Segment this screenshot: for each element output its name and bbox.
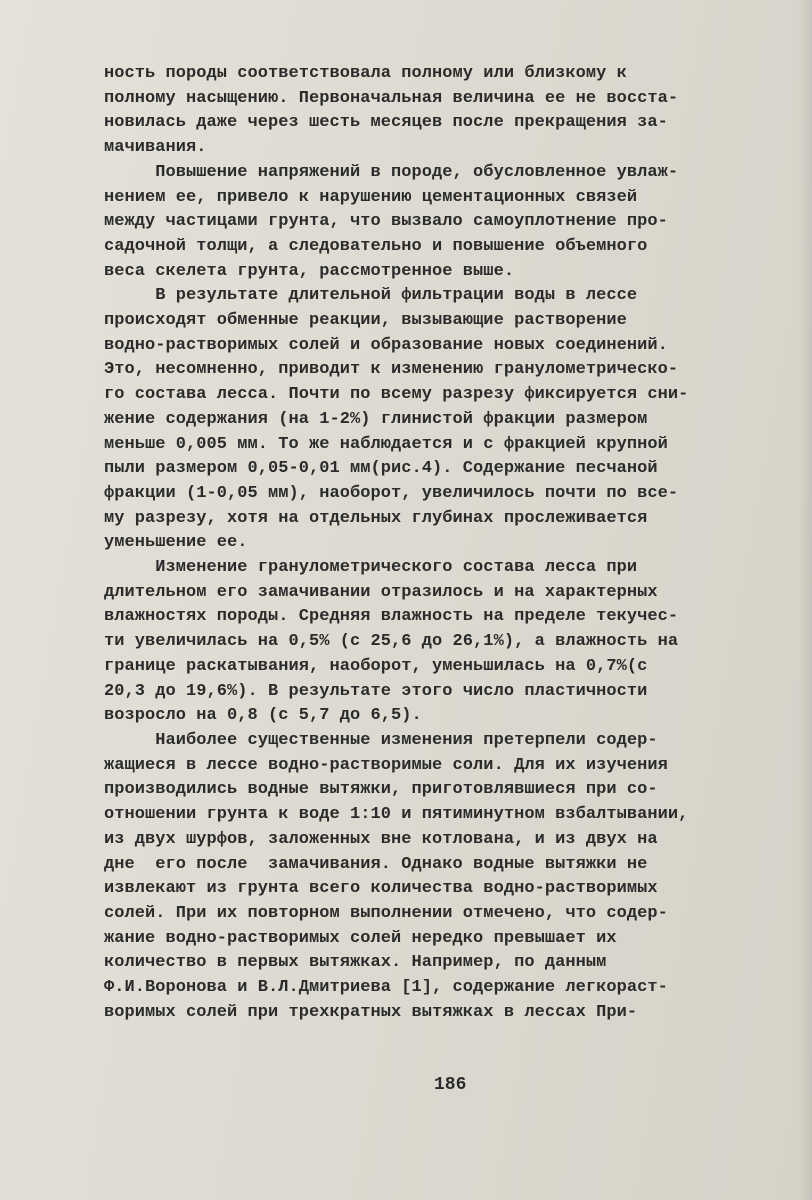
text-line: дне его после замачивания. Однако водные вытяжки не bbox=[104, 854, 648, 874]
text-line: полному насыщению. Первоначальная величина ее не восста- bbox=[104, 88, 679, 108]
text-line: Наиболее существенные изменения претерпели содер- bbox=[104, 730, 658, 750]
text-line: уменьшение ее. bbox=[104, 533, 248, 553]
text-line: водно-растворимых солей и образование новых соединений. bbox=[104, 335, 668, 355]
text-line: садочной толщи, а следовательно и повышение объемного bbox=[104, 236, 648, 256]
text-line: ность породы соответствовала полному или близкому к bbox=[104, 64, 627, 83]
text-line: нением ее, привело к нарушению цементационных связей bbox=[104, 187, 638, 207]
text-line: пыли размером 0,05-0,01 мм(рис.4). Содержание песчаной bbox=[104, 459, 658, 479]
text-line: жение содержания (на 1-2%) глинистой фракции размером bbox=[104, 409, 648, 429]
page-number: 186 bbox=[434, 1075, 467, 1095]
page-edge-shadow bbox=[798, 0, 812, 1200]
text-line: мачивания. bbox=[104, 138, 207, 158]
text-line: ти увеличилась на 0,5% (с 25,6 до 26,1%), а влажность на bbox=[104, 632, 679, 652]
text-line: возросло на 0,8 (с 5,7 до 6,5). bbox=[104, 706, 422, 726]
text-line: Изменение гранулометрического состава лесса при bbox=[104, 558, 638, 578]
text-line: Ф.И.Воронова и В.Л.Дмитриева [1], содержание легкораст- bbox=[104, 978, 668, 998]
text-line: Это, несомненно, приводит к изменению гранулометрическо- bbox=[104, 360, 679, 380]
text-line: между частицами грунта, что вызвало самоуплотнение про- bbox=[104, 212, 668, 232]
text-line: го состава лесса. Почти по всему разрезу фиксируется сни- bbox=[104, 385, 689, 405]
text-line: производились водные вытяжки, приготовлявшиеся при со- bbox=[104, 780, 658, 800]
text-line: фракции (1-0,05 мм), наоборот, увеличилось почти по все- bbox=[104, 483, 679, 503]
text-line: новилась даже через шесть месяцев после прекращения за- bbox=[104, 113, 668, 133]
text-line: веса скелета грунта, рассмотренное выше. bbox=[104, 261, 515, 281]
text-line: границе раскатывания, наоборот, уменьшилась на 0,7%(с bbox=[104, 656, 648, 676]
text-line: му разрезу, хотя на отдельных глубинах прослеживается bbox=[104, 508, 648, 528]
text-line: 20,3 до 19,6%). В результате этого число пластичности bbox=[104, 681, 648, 701]
text-line: Повышение напряжений в породе, обусловленное увлаж- bbox=[104, 162, 679, 182]
text-line: длительном его замачивании отразилось и на характерных bbox=[104, 582, 658, 602]
text-line: происходят обменные реакции, вызывающие растворение bbox=[104, 311, 627, 331]
text-line: влажностях породы. Средняя влажность на пределе текучес- bbox=[104, 607, 679, 627]
text-line: извлекают из грунта всего количества водно-растворимых bbox=[104, 879, 658, 899]
text-line: солей. При их повторном выполнении отмечено, что содер- bbox=[104, 903, 668, 923]
text-line: количество в первых вытяжках. Например, по данным bbox=[104, 953, 607, 973]
text-line: меньше 0,005 мм. То же наблюдается и с фракцией крупной bbox=[104, 434, 668, 454]
text-line: воримых солей при трехкратных вытяжках в лессах При- bbox=[104, 1002, 638, 1022]
text-line: из двух шурфов, заложенных вне котлована, и из двух на bbox=[104, 829, 658, 849]
text-line: жащиеся в лессе водно-растворимые соли. Для их изучения bbox=[104, 755, 668, 775]
text-line: жание водно-растворимых солей нередко превышает их bbox=[104, 928, 617, 948]
text-line: отношении грунта к воде 1:10 и пятиминутном взбалтывании, bbox=[104, 805, 689, 825]
body-text bbox=[104, 62, 794, 1025]
text-line: В результате длительной фильтрации воды в лессе bbox=[104, 286, 638, 306]
